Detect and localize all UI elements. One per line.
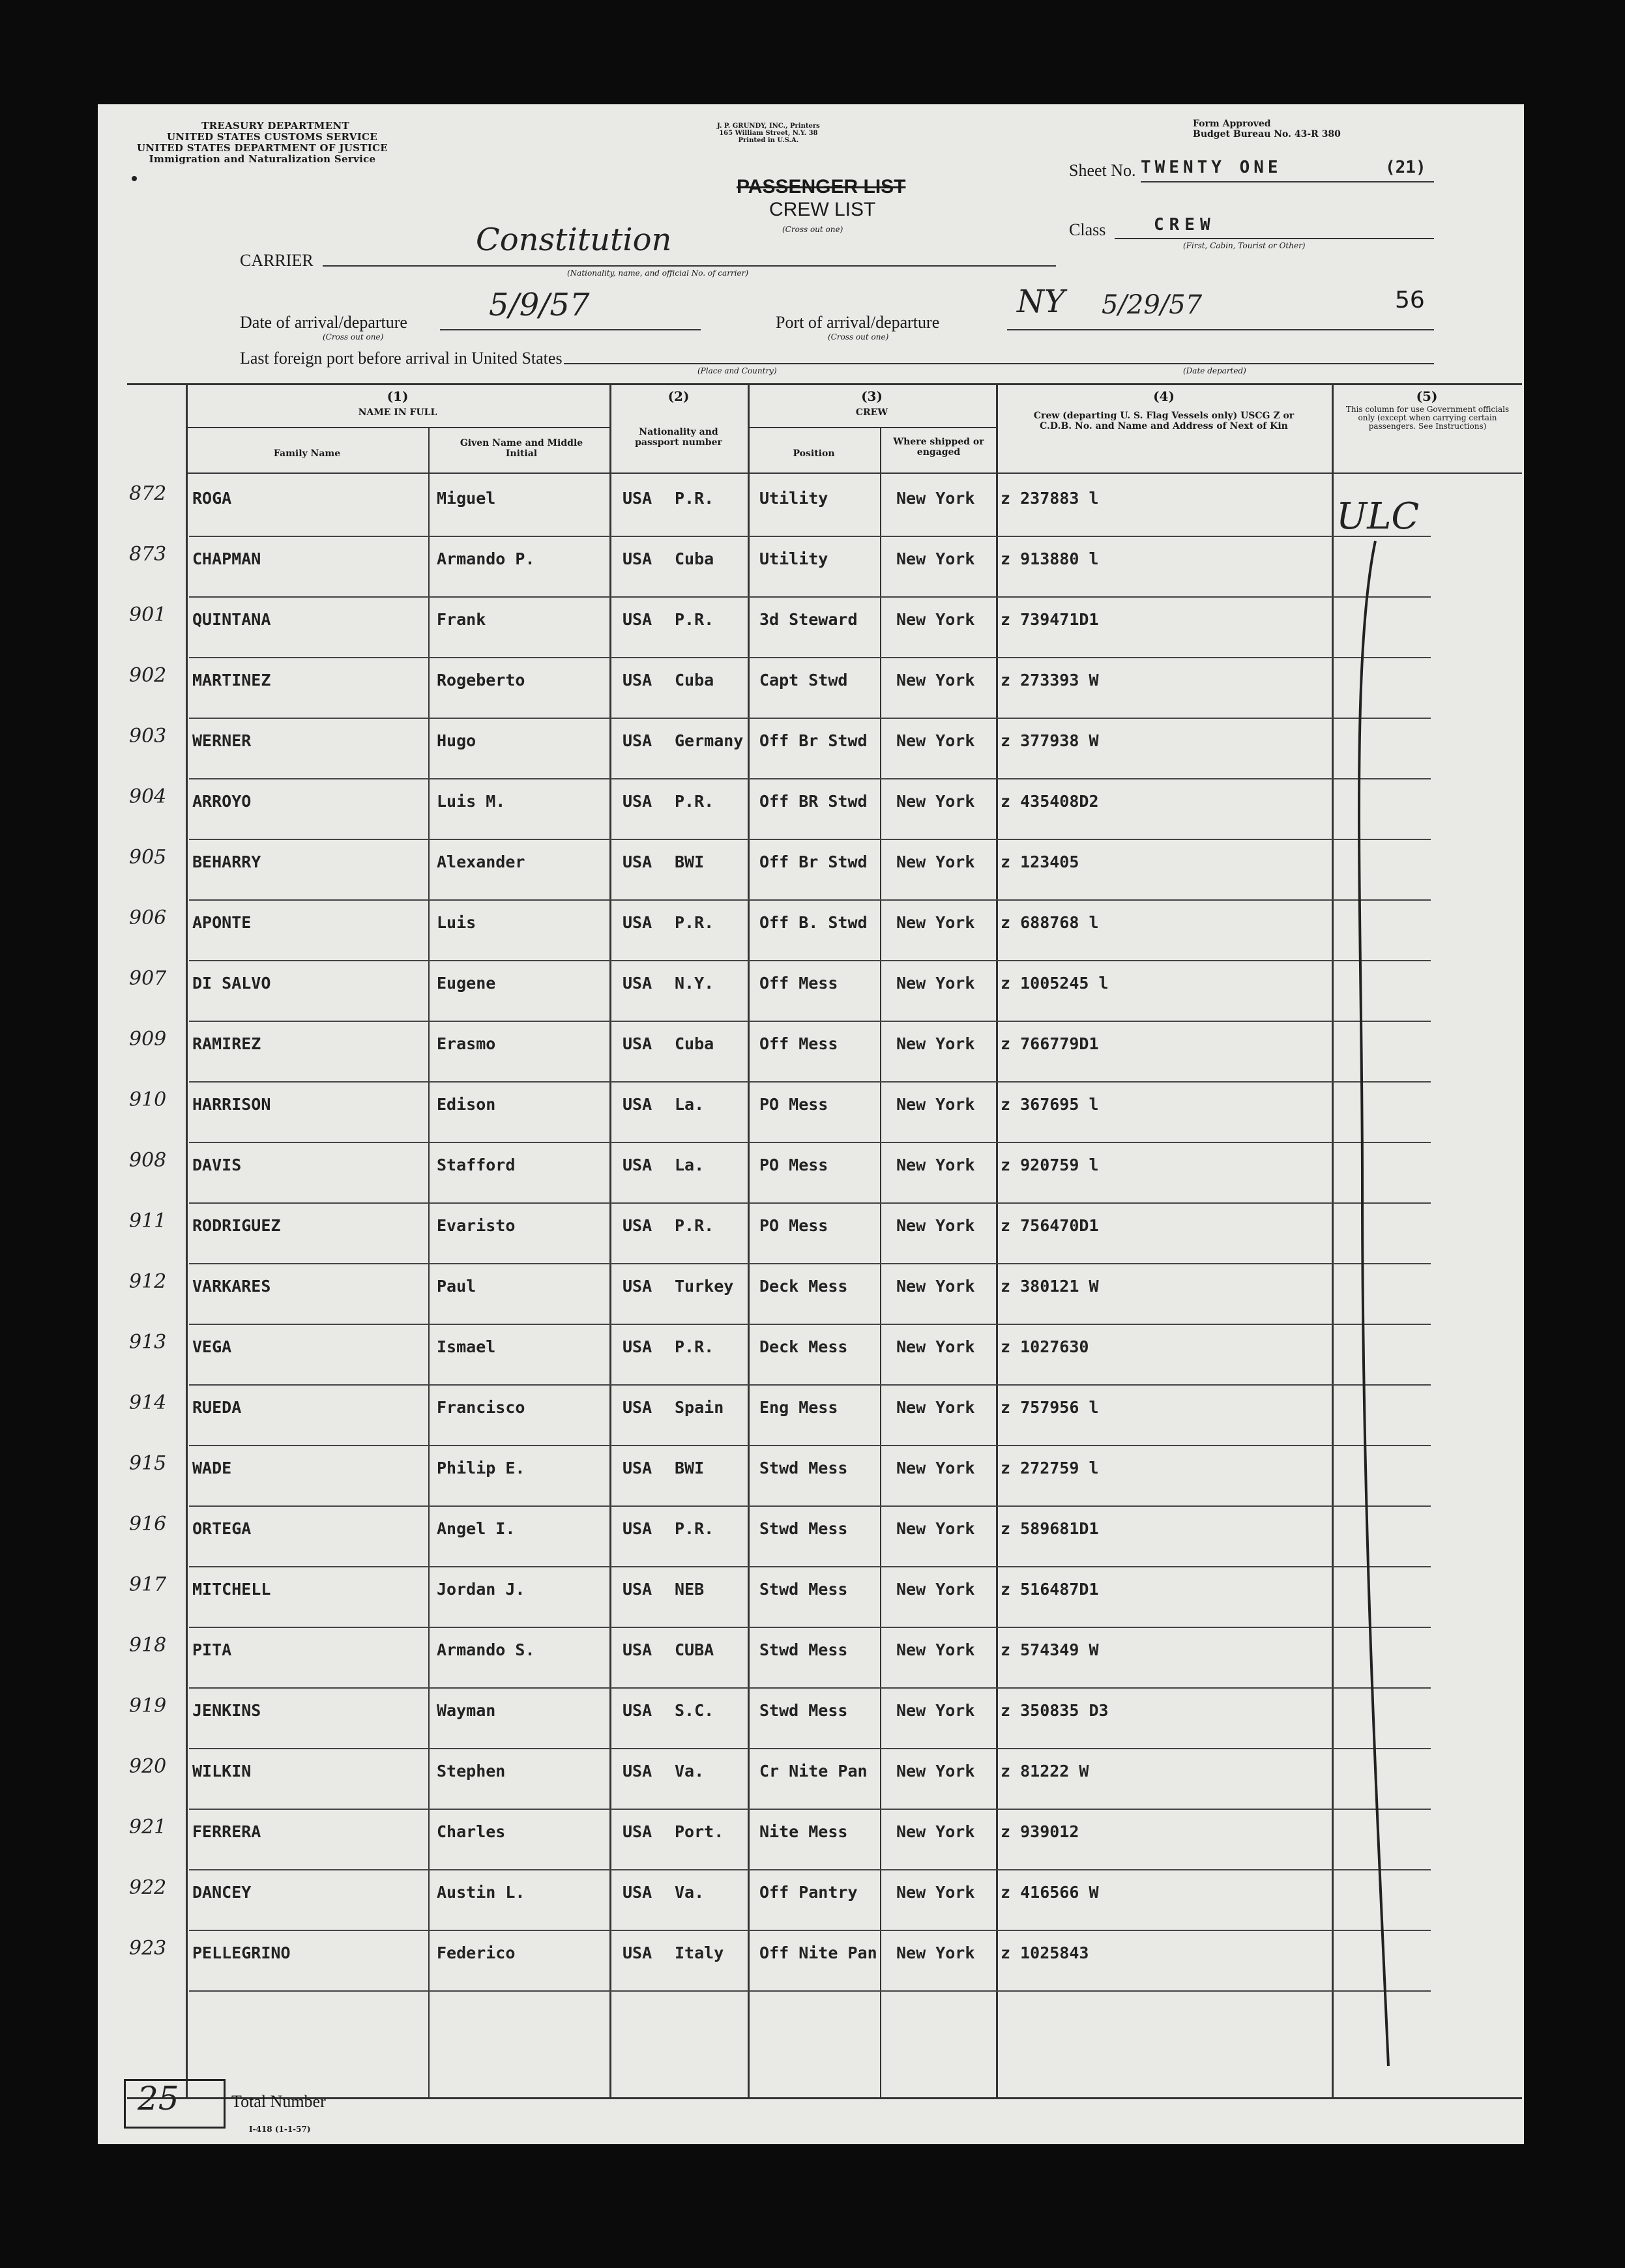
z-number-cell: z 123405 bbox=[1001, 852, 1079, 871]
given-name-cell: Evaristo bbox=[437, 1216, 516, 1235]
given-name-cell: Ismael bbox=[437, 1337, 496, 1356]
position-cell: Off B. Stwd bbox=[759, 913, 868, 932]
where-shipped-header: Where shipped or engaged bbox=[893, 437, 984, 458]
port-value: NY bbox=[1017, 284, 1065, 320]
nationality-place-cell: P.R. bbox=[675, 913, 714, 932]
sheet-label: Sheet No. bbox=[1069, 161, 1136, 180]
row-number: 923 bbox=[129, 1937, 167, 1960]
nationality-cell: USA bbox=[622, 549, 652, 568]
nationality-place-cell: CUBA bbox=[675, 1640, 714, 1659]
table-row bbox=[98, 597, 1524, 658]
family-name-cell: ROGA bbox=[192, 489, 232, 508]
port-label: Port of arrival/departure bbox=[776, 313, 940, 332]
carrier-note: (Nationality, name, and official No. of carrier) bbox=[567, 269, 749, 278]
position-cell: PO Mess bbox=[759, 1216, 828, 1235]
given-name-cell: Alexander bbox=[437, 852, 525, 871]
z-number-cell: z 574349 W bbox=[1001, 1640, 1099, 1659]
position-cell: Stwd Mess bbox=[759, 1640, 848, 1659]
nationality-place-cell: Va. bbox=[675, 1883, 705, 1902]
nationality-cell: USA bbox=[622, 731, 652, 750]
table-row bbox=[98, 1688, 1524, 1749]
position-cell: Off BR Stwd bbox=[759, 792, 868, 811]
port-cross-out-note: (Cross out one) bbox=[828, 332, 889, 342]
class-underline bbox=[1115, 238, 1434, 239]
z-number-cell: z 688768 l bbox=[1001, 913, 1099, 932]
nationality-place-cell: Port. bbox=[675, 1822, 724, 1841]
carrier-label: CARRIER bbox=[240, 251, 314, 270]
nationality-cell: USA bbox=[622, 1034, 652, 1053]
nationality-cell: USA bbox=[622, 792, 652, 811]
table-row bbox=[98, 718, 1524, 779]
nationality-cell: USA bbox=[622, 1156, 652, 1174]
position-cell: Capt Stwd bbox=[759, 671, 848, 690]
shipped-cell: New York bbox=[896, 731, 975, 750]
row-rule bbox=[189, 1990, 1431, 1992]
position-cell: Off Br Stwd bbox=[759, 852, 868, 871]
printer-line: J. P. GRUNDY, INC., Printers bbox=[717, 123, 820, 130]
table-row bbox=[98, 658, 1524, 718]
title-cross-out-note: (Cross out one) bbox=[782, 225, 843, 234]
title-crew-list: CREW LIST bbox=[769, 199, 876, 220]
shipped-cell: New York bbox=[896, 1034, 975, 1053]
table-row bbox=[98, 536, 1524, 597]
position-cell: Cr Nite Pan bbox=[759, 1762, 868, 1781]
position-cell: Stwd Mess bbox=[759, 1519, 848, 1538]
family-name-cell: VEGA bbox=[192, 1337, 232, 1356]
position-header: Position bbox=[793, 448, 835, 459]
carrier-underline bbox=[323, 265, 1056, 267]
nationality-place-cell: Germany bbox=[675, 731, 744, 750]
row-number: 873 bbox=[129, 543, 167, 566]
table-row bbox=[98, 1506, 1524, 1567]
nationality-cell: USA bbox=[622, 852, 652, 871]
shipped-cell: New York bbox=[896, 1943, 975, 1962]
row-number: 902 bbox=[129, 664, 167, 687]
z-number-cell: z 757956 l bbox=[1001, 1398, 1099, 1417]
nationality-cell: USA bbox=[622, 1883, 652, 1902]
z-number-cell: z 380121 W bbox=[1001, 1277, 1099, 1296]
row-number: 904 bbox=[129, 785, 167, 808]
given-name-cell: Rogeberto bbox=[437, 671, 525, 690]
shipped-cell: New York bbox=[896, 1337, 975, 1356]
nationality-cell: USA bbox=[622, 671, 652, 690]
table-row bbox=[98, 1142, 1524, 1203]
bullet-mark bbox=[132, 176, 137, 181]
table-bottom-rule bbox=[127, 2097, 1522, 2099]
col1-title: NAME IN FULL bbox=[358, 407, 437, 418]
total-label: Total Number bbox=[231, 2092, 326, 2111]
position-cell: Stwd Mess bbox=[759, 1580, 848, 1599]
family-name-cell: APONTE bbox=[192, 913, 252, 932]
header-rule bbox=[186, 472, 1522, 474]
row-number: 908 bbox=[129, 1149, 167, 1172]
given-name-cell: Paul bbox=[437, 1277, 476, 1296]
shipped-cell: New York bbox=[896, 671, 975, 690]
shipped-cell: New York bbox=[896, 1883, 975, 1902]
given-name-cell: Wayman bbox=[437, 1701, 496, 1720]
total-box bbox=[124, 2079, 226, 2129]
nationality-cell: USA bbox=[622, 1459, 652, 1477]
table-row bbox=[98, 1203, 1524, 1264]
nationality-cell: USA bbox=[622, 1701, 652, 1720]
nationality-cell: USA bbox=[622, 1519, 652, 1538]
given-name-header: Given Name and Middle Initial bbox=[460, 438, 583, 459]
family-name-cell: PELLEGRINO bbox=[192, 1943, 291, 1962]
z-number-cell: z 416566 W bbox=[1001, 1883, 1099, 1902]
family-name-cell: PITA bbox=[192, 1640, 232, 1659]
position-cell: Off Pantry bbox=[759, 1883, 858, 1902]
table-row bbox=[98, 1567, 1524, 1627]
nationality-cell: USA bbox=[622, 489, 652, 508]
shipped-cell: New York bbox=[896, 610, 975, 629]
position-cell: Stwd Mess bbox=[759, 1701, 848, 1720]
nationality-cell: USA bbox=[622, 1943, 652, 1962]
z-number-cell: z 913880 l bbox=[1001, 549, 1099, 568]
nationality-cell: USA bbox=[622, 1640, 652, 1659]
position-cell: Eng Mess bbox=[759, 1398, 838, 1417]
shipped-cell: New York bbox=[896, 852, 975, 871]
z-number-cell: z 81222 W bbox=[1001, 1762, 1089, 1781]
last-port-underline bbox=[564, 363, 1434, 364]
z-number-cell: z 516487D1 bbox=[1001, 1580, 1099, 1599]
official-vertical-line bbox=[1336, 534, 1467, 2099]
position-cell: Nite Mess bbox=[759, 1822, 848, 1841]
col4-title: Crew (departing U. S. Flag Vessels only) USCG Z or C.D.B. No. and Name and Address of Next of Kin bbox=[1033, 411, 1295, 431]
family-name-cell: FERRERA bbox=[192, 1822, 261, 1841]
nationality-place-cell: Cuba bbox=[675, 1034, 714, 1053]
table-row bbox=[98, 1870, 1524, 1930]
row-number: 907 bbox=[129, 967, 167, 990]
nationality-place-cell: BWI bbox=[675, 852, 705, 871]
nationality-place-cell: Cuba bbox=[675, 671, 714, 690]
nationality-cell: USA bbox=[622, 1337, 652, 1356]
family-name-cell: DAVIS bbox=[192, 1156, 242, 1174]
shipped-cell: New York bbox=[896, 489, 975, 508]
sheet-value: TWENTY ONE bbox=[1141, 158, 1282, 177]
given-name-cell: Edison bbox=[437, 1095, 496, 1114]
date-cross-out-note: (Cross out one) bbox=[323, 332, 384, 342]
shipped-cell: New York bbox=[896, 549, 975, 568]
position-cell: Utility bbox=[759, 489, 828, 508]
z-number-cell: z 766779D1 bbox=[1001, 1034, 1099, 1053]
nationality-place-cell: P.R. bbox=[675, 1337, 714, 1356]
z-number-cell: z 237883 l bbox=[1001, 489, 1099, 508]
given-name-cell: Luis bbox=[437, 913, 476, 932]
crew-subheader-rule bbox=[748, 427, 996, 428]
shipped-cell: New York bbox=[896, 1640, 975, 1659]
row-number: 912 bbox=[129, 1270, 167, 1293]
agency-line: UNITED STATES DEPARTMENT OF JUSTICE bbox=[137, 142, 388, 154]
col2-number: (2) bbox=[667, 388, 690, 404]
given-name-cell: Francisco bbox=[437, 1398, 525, 1417]
table-row bbox=[98, 1930, 1524, 1991]
carrier-value: Constitution bbox=[476, 222, 672, 258]
row-number: 905 bbox=[129, 846, 167, 869]
col3-title: CREW bbox=[855, 407, 888, 418]
table-row bbox=[98, 1082, 1524, 1142]
printer-line: Printed in U.S.A. bbox=[738, 137, 799, 144]
given-name-cell: Stephen bbox=[437, 1762, 506, 1781]
given-name-cell: Miguel bbox=[437, 489, 496, 508]
family-name-cell: RAMIREZ bbox=[192, 1034, 261, 1053]
family-name-cell: WILKIN bbox=[192, 1762, 252, 1781]
given-name-cell: Stafford bbox=[437, 1156, 516, 1174]
table-row bbox=[98, 961, 1524, 1021]
table-row bbox=[98, 1021, 1524, 1082]
class-label: Class bbox=[1069, 220, 1106, 239]
table-row bbox=[98, 1627, 1524, 1688]
nationality-place-cell: NEB bbox=[675, 1580, 705, 1599]
crew-table-body bbox=[98, 476, 1524, 1991]
shipped-cell: New York bbox=[896, 792, 975, 811]
nationality-cell: USA bbox=[622, 1277, 652, 1296]
row-number: 909 bbox=[129, 1028, 167, 1051]
z-number-cell: z 1027630 bbox=[1001, 1337, 1089, 1356]
z-number-cell: z 273393 W bbox=[1001, 671, 1099, 690]
row-number: 917 bbox=[129, 1573, 167, 1596]
last-port-label: Last foreign port before arrival in United States bbox=[240, 349, 563, 368]
nationality-cell: USA bbox=[622, 1822, 652, 1841]
sheet-underline bbox=[1141, 181, 1434, 182]
shipped-cell: New York bbox=[896, 1156, 975, 1174]
family-name-cell: ORTEGA bbox=[192, 1519, 252, 1538]
row-number: 921 bbox=[129, 1816, 167, 1839]
position-cell: Off Mess bbox=[759, 1034, 838, 1053]
col5-number: (5) bbox=[1416, 388, 1438, 404]
sheet-number: (21) bbox=[1385, 158, 1426, 177]
given-name-cell: Luis M. bbox=[437, 792, 506, 811]
row-number: 913 bbox=[129, 1331, 167, 1354]
form-code: I-418 (1-1-57) bbox=[249, 2125, 311, 2134]
family-name-cell: RUEDA bbox=[192, 1398, 242, 1417]
nationality-cell: USA bbox=[622, 974, 652, 993]
shipped-cell: New York bbox=[896, 1095, 975, 1114]
family-name-cell: DI SALVO bbox=[192, 974, 271, 993]
family-name-cell: BEHARRY bbox=[192, 852, 261, 871]
shipped-cell: New York bbox=[896, 1580, 975, 1599]
row-number: 919 bbox=[129, 1694, 167, 1717]
given-name-cell: Angel I. bbox=[437, 1519, 516, 1538]
table-row bbox=[98, 779, 1524, 839]
row-number: 910 bbox=[129, 1088, 167, 1111]
nationality-cell: USA bbox=[622, 1762, 652, 1781]
shipped-cell: New York bbox=[896, 1822, 975, 1841]
family-name-cell: HARRISON bbox=[192, 1095, 271, 1114]
nationality-place-cell: Va. bbox=[675, 1762, 705, 1781]
shipped-cell: New York bbox=[896, 1216, 975, 1235]
nationality-cell: USA bbox=[622, 1398, 652, 1417]
row-number: 916 bbox=[129, 1513, 167, 1535]
table-row bbox=[98, 1324, 1524, 1385]
official-mark: ULC bbox=[1336, 495, 1420, 538]
table-row bbox=[98, 1749, 1524, 1809]
agency-line: TREASURY DEPARTMENT bbox=[201, 120, 349, 132]
family-name-cell: ARROYO bbox=[192, 792, 252, 811]
page-number: 56 bbox=[1395, 287, 1425, 313]
family-name-cell: CHAPMAN bbox=[192, 549, 261, 568]
given-name-cell: Frank bbox=[437, 610, 486, 629]
row-number: 901 bbox=[129, 603, 167, 626]
col4-number: (4) bbox=[1153, 388, 1175, 404]
given-name-cell: Philip E. bbox=[437, 1459, 525, 1477]
table-row bbox=[98, 1446, 1524, 1506]
position-cell: Deck Mess bbox=[759, 1277, 848, 1296]
z-number-cell: z 589681D1 bbox=[1001, 1519, 1099, 1538]
family-name-cell: MARTINEZ bbox=[192, 671, 271, 690]
title-passenger-list: PASSENGER LIST bbox=[737, 176, 906, 197]
shipped-cell: New York bbox=[896, 1762, 975, 1781]
printer-line: 165 William Street, N.Y. 38 bbox=[719, 130, 818, 137]
class-note: (First, Cabin, Tourist or Other) bbox=[1183, 241, 1306, 250]
row-number: 906 bbox=[129, 907, 167, 929]
position-cell: 3d Steward bbox=[759, 610, 858, 629]
printer-block bbox=[717, 123, 820, 144]
nationality-place-cell: Cuba bbox=[675, 549, 714, 568]
z-number-cell: z 756470D1 bbox=[1001, 1216, 1099, 1235]
z-number-cell: z 920759 l bbox=[1001, 1156, 1099, 1174]
position-cell: PO Mess bbox=[759, 1095, 828, 1114]
shipped-cell: New York bbox=[896, 1701, 975, 1720]
agency-block bbox=[137, 121, 388, 165]
z-number-cell: z 367695 l bbox=[1001, 1095, 1099, 1114]
z-number-cell: z 939012 bbox=[1001, 1822, 1079, 1841]
nationality-place-cell: P.R. bbox=[675, 1519, 714, 1538]
row-number: 918 bbox=[129, 1634, 167, 1657]
nationality-place-cell: P.R. bbox=[675, 792, 714, 811]
date-underline bbox=[440, 329, 701, 330]
nationality-place-cell: La. bbox=[675, 1156, 705, 1174]
form-approval-line: Form Approved bbox=[1193, 119, 1271, 129]
nationality-place-cell: Spain bbox=[675, 1398, 724, 1417]
table-row bbox=[98, 839, 1524, 900]
place-note: (Place and Country) bbox=[697, 366, 777, 375]
row-number: 922 bbox=[129, 1876, 167, 1899]
z-number-cell: z 435408D2 bbox=[1001, 792, 1099, 811]
family-name-cell: DANCEY bbox=[192, 1883, 252, 1902]
given-name-cell: Armando S. bbox=[437, 1640, 535, 1659]
crew-list-form bbox=[98, 104, 1524, 2144]
given-name-cell: Hugo bbox=[437, 731, 476, 750]
shipped-cell: New York bbox=[896, 1277, 975, 1296]
row-number: 915 bbox=[129, 1452, 167, 1475]
shipped-cell: New York bbox=[896, 974, 975, 993]
shipped-cell: New York bbox=[896, 1519, 975, 1538]
position-cell: Stwd Mess bbox=[759, 1459, 848, 1477]
position-cell: Off Mess bbox=[759, 974, 838, 993]
position-cell: Utility bbox=[759, 549, 828, 568]
nationality-place-cell: S.C. bbox=[675, 1701, 714, 1720]
given-name-cell: Charles bbox=[437, 1822, 506, 1841]
nationality-cell: USA bbox=[622, 1095, 652, 1114]
date-departed-note: (Date departed) bbox=[1183, 366, 1246, 375]
family-name-cell: WADE bbox=[192, 1459, 232, 1477]
nationality-header: Nationality and passport number bbox=[635, 427, 722, 448]
nationality-place-cell: BWI bbox=[675, 1459, 705, 1477]
row-number: 920 bbox=[129, 1755, 167, 1778]
table-row bbox=[98, 900, 1524, 961]
given-name-cell: Federico bbox=[437, 1943, 516, 1962]
z-number-cell: z 1005245 l bbox=[1001, 974, 1109, 993]
agency-line: UNITED STATES CUSTOMS SERVICE bbox=[167, 131, 377, 143]
nationality-cell: USA bbox=[622, 1580, 652, 1599]
family-name-cell: JENKINS bbox=[192, 1701, 261, 1720]
given-name-cell: Armando P. bbox=[437, 549, 535, 568]
nationality-place-cell: N.Y. bbox=[675, 974, 714, 993]
agency-line: Immigration and Naturalization Service bbox=[149, 153, 376, 165]
z-number-cell: z 739471D1 bbox=[1001, 610, 1099, 629]
family-name-header: Family Name bbox=[273, 448, 341, 459]
nationality-cell: USA bbox=[622, 1216, 652, 1235]
given-name-cell: Eugene bbox=[437, 974, 496, 993]
position-cell: PO Mess bbox=[759, 1156, 828, 1174]
col1-number: (1) bbox=[387, 388, 409, 404]
nationality-place-cell: P.R. bbox=[675, 610, 714, 629]
family-name-cell: RODRIGUEZ bbox=[192, 1216, 281, 1235]
total-value: 25 bbox=[138, 2080, 179, 2117]
class-value: CREW bbox=[1154, 215, 1216, 235]
table-row bbox=[98, 476, 1524, 536]
position-cell: Deck Mess bbox=[759, 1337, 848, 1356]
date-value: 5/9/57 bbox=[489, 287, 590, 323]
form-approval-block bbox=[1193, 119, 1341, 139]
z-number-cell: z 1025843 bbox=[1001, 1943, 1089, 1962]
shipped-cell: New York bbox=[896, 913, 975, 932]
given-name-cell: Erasmo bbox=[437, 1034, 496, 1053]
row-number: 914 bbox=[129, 1391, 167, 1414]
port-underline bbox=[1007, 329, 1434, 330]
shipped-cell: New York bbox=[896, 1398, 975, 1417]
row-number: 911 bbox=[129, 1210, 167, 1232]
nationality-cell: USA bbox=[622, 913, 652, 932]
nationality-place-cell: La. bbox=[675, 1095, 705, 1114]
table-row bbox=[98, 1809, 1524, 1870]
table-row bbox=[98, 1264, 1524, 1324]
nationality-place-cell: Turkey bbox=[675, 1277, 734, 1296]
nationality-place-cell: P.R. bbox=[675, 489, 714, 508]
table-top-rule bbox=[127, 383, 1522, 385]
col5-title: This column for use Government officials only (except when carrying certain passengers. See Instructions) bbox=[1345, 405, 1510, 431]
z-number-cell: z 350835 D3 bbox=[1001, 1701, 1109, 1720]
name-subheader-rule bbox=[186, 427, 609, 428]
col3-number: (3) bbox=[861, 388, 883, 404]
port-date-value: 5/29/57 bbox=[1102, 290, 1203, 320]
family-name-cell: MITCHELL bbox=[192, 1580, 271, 1599]
table-row bbox=[98, 1385, 1524, 1446]
family-name-cell: VARKARES bbox=[192, 1277, 271, 1296]
shipped-cell: New York bbox=[896, 1459, 975, 1477]
given-name-cell: Austin L. bbox=[437, 1883, 525, 1902]
nationality-place-cell: P.R. bbox=[675, 1216, 714, 1235]
z-number-cell: z 377938 W bbox=[1001, 731, 1099, 750]
form-approval-line: Budget Bureau No. 43-R 380 bbox=[1193, 129, 1341, 139]
z-number-cell: z 272759 l bbox=[1001, 1459, 1099, 1477]
row-number: 872 bbox=[129, 482, 167, 505]
family-name-cell: QUINTANA bbox=[192, 610, 271, 629]
row-number: 903 bbox=[129, 725, 167, 748]
position-cell: Off Br Stwd bbox=[759, 731, 868, 750]
nationality-place-cell: Italy bbox=[675, 1943, 724, 1962]
nationality-cell: USA bbox=[622, 610, 652, 629]
position-cell: Off Nite Pan bbox=[759, 1943, 877, 1962]
family-name-cell: WERNER bbox=[192, 731, 252, 750]
date-label: Date of arrival/departure bbox=[240, 313, 407, 332]
given-name-cell: Jordan J. bbox=[437, 1580, 525, 1599]
